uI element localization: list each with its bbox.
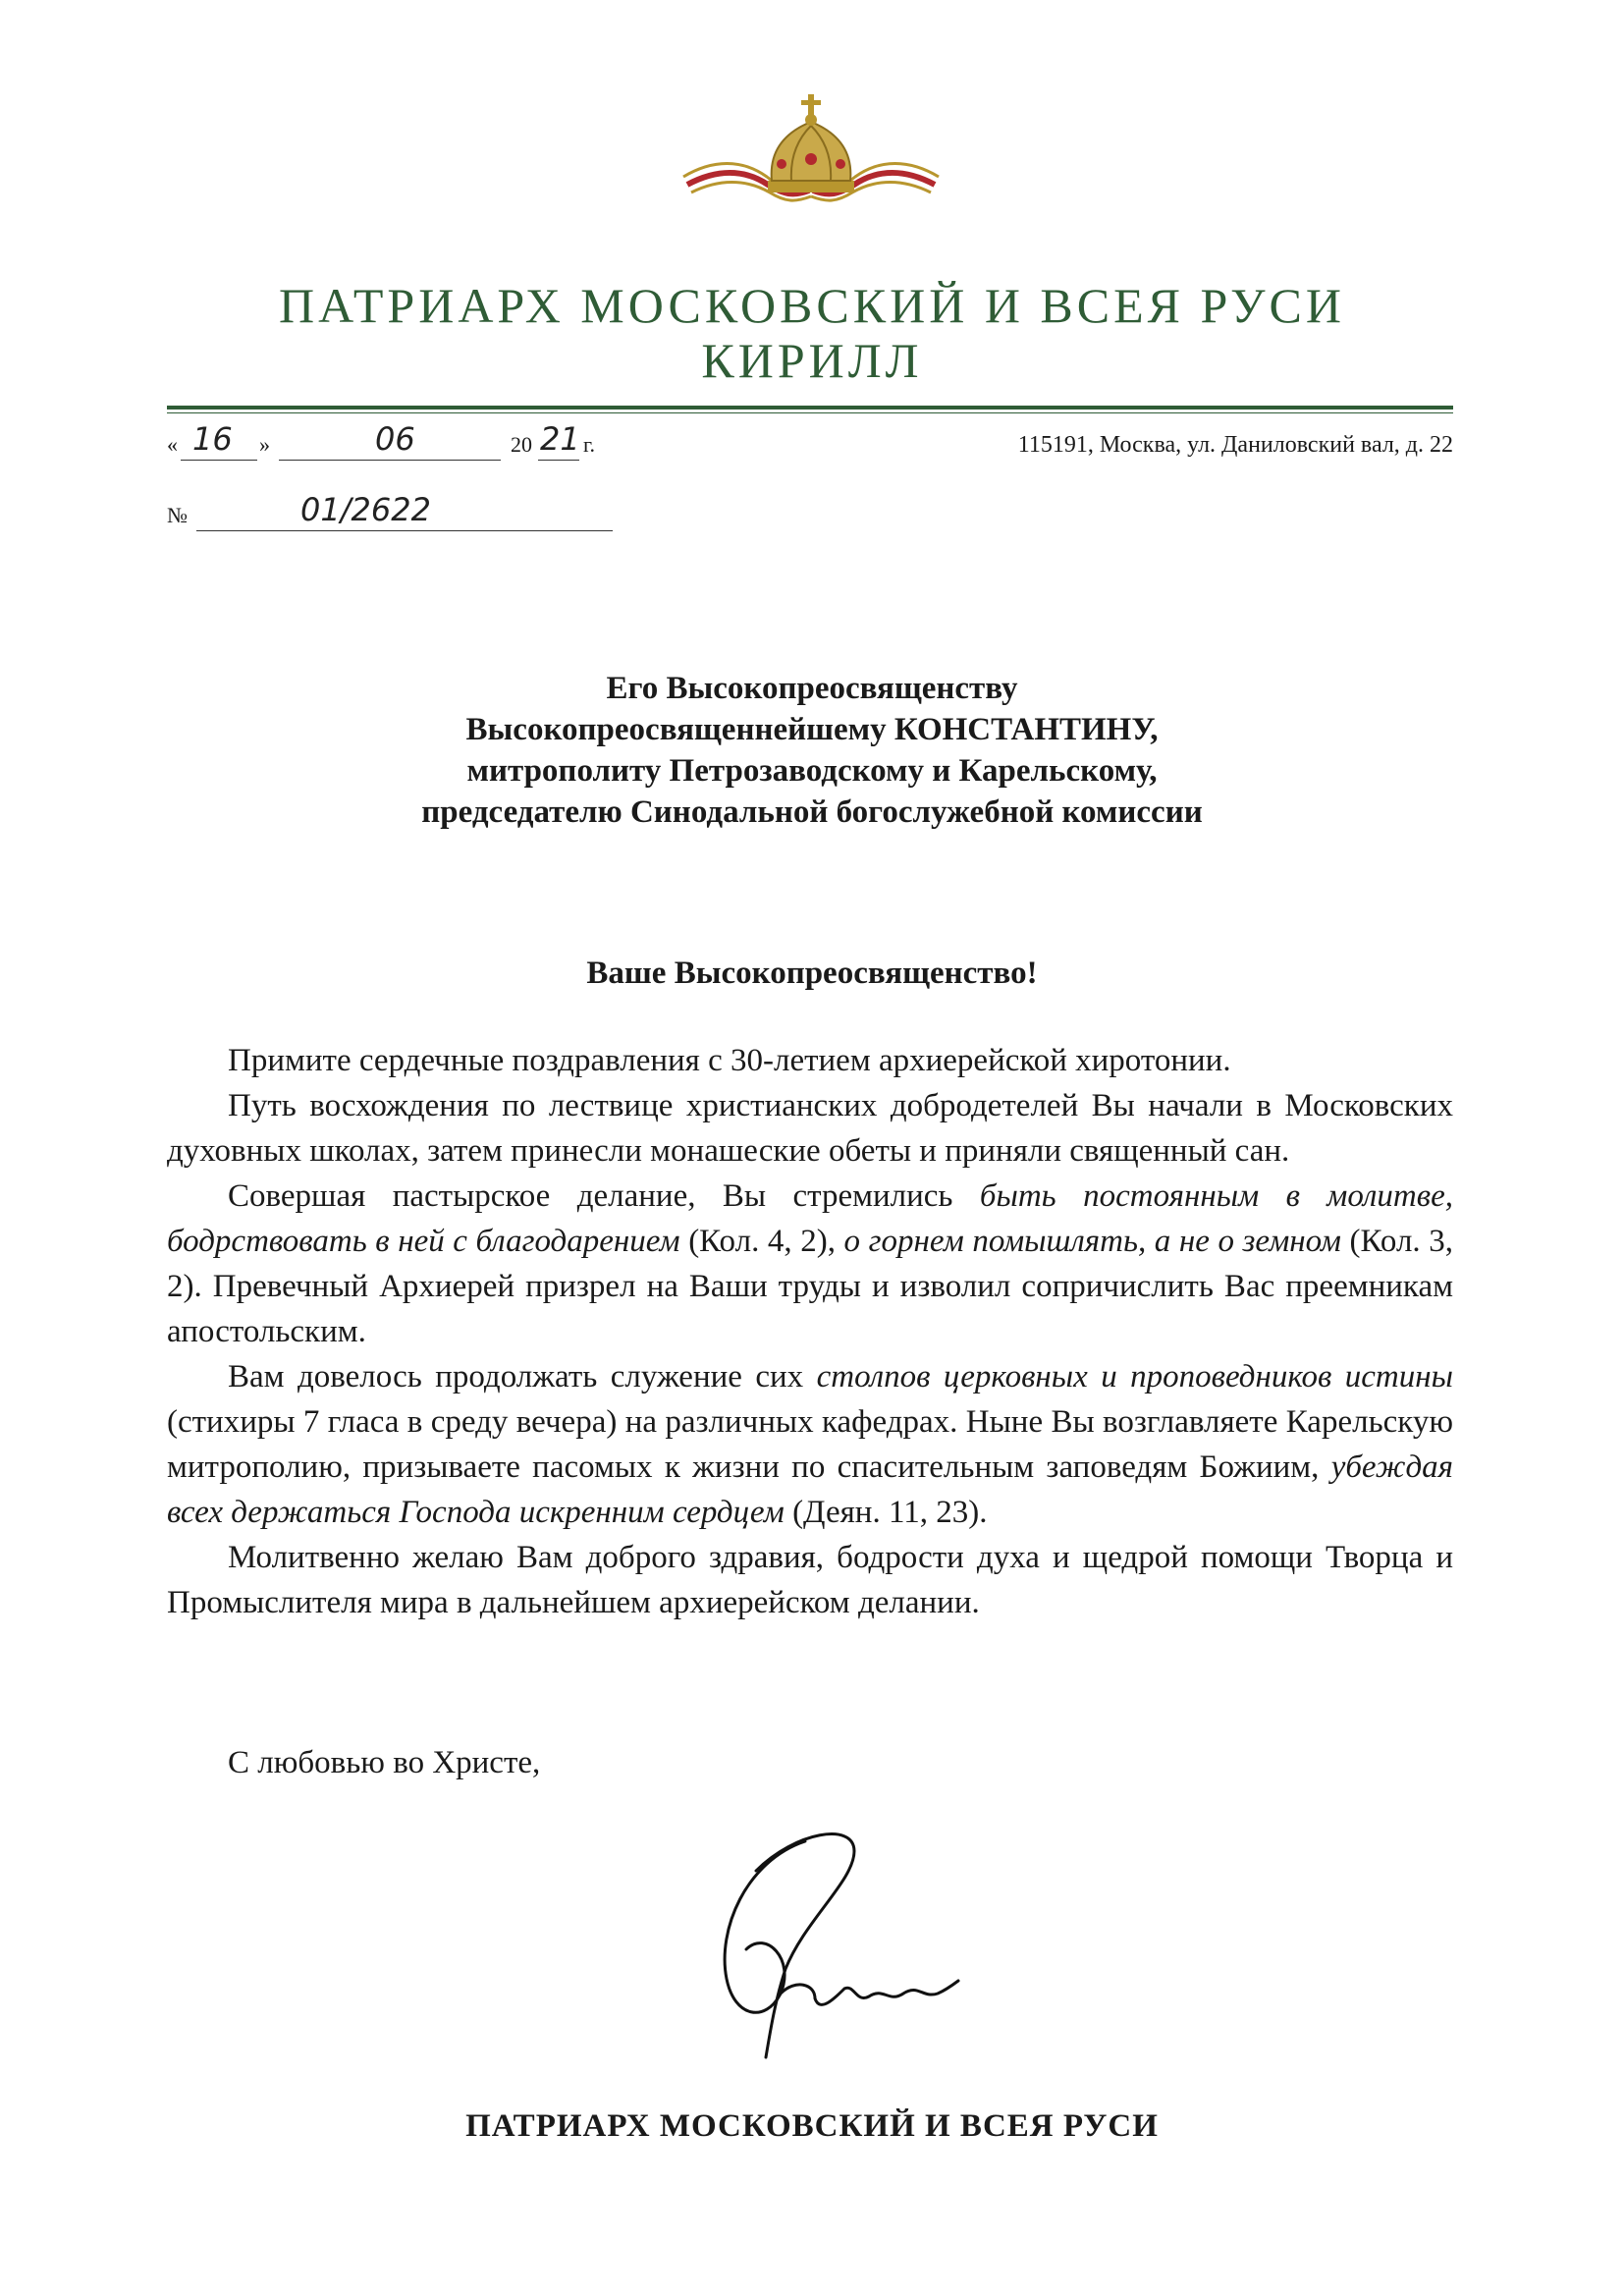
letterhead-rule: [167, 406, 1453, 410]
date-year-prefix: 20: [511, 432, 532, 457]
date-year-line: [538, 460, 579, 461]
letterhead-rule-thin: [167, 412, 1453, 413]
quotation: быть постоянным в молитве, бодрствовать в ней с благодарением: [167, 1178, 1453, 1259]
body-text: (Кол. 3, 2). Превечный Архиерей призрел на Ваши труды и изволил сопричислить Вас преемникам апостольским.: [167, 1224, 1453, 1349]
body-text: (Деян. 11, 23).: [784, 1495, 988, 1530]
addressee-line: Высокопреосвященнейшему КОНСТАНТИНУ,: [465, 712, 1159, 747]
addressee-line: Его Высокопреосвященству: [606, 671, 1018, 706]
letterhead-name: КИРИЛЛ: [701, 333, 923, 388]
date-month-line: [279, 460, 501, 461]
quotation: убеждая всех держаться Господа искренним сердцем: [167, 1449, 1453, 1530]
body-paragraph: [167, 1174, 1453, 1354]
addressee-block: [0, 668, 1624, 833]
body-paragraph: [167, 1354, 1453, 1535]
salutation: Ваше Высокопреосвященство!: [586, 956, 1038, 991]
date-year-suffix: 21: [540, 420, 580, 458]
letter-body: [167, 1038, 1453, 1625]
date-open-quote: «: [167, 432, 178, 457]
number-label: №: [167, 503, 188, 527]
letterhead-title: ПАТРИАРХ МОСКОВСКИЙ И ВСЕЯ РУСИ: [279, 278, 1345, 333]
number-line: [196, 530, 613, 531]
body-text: Совершая пастырское делание, Вы стремились: [228, 1178, 980, 1214]
date-day: 16: [192, 420, 233, 458]
body-paragraph: Молитвенно желаю Вам доброго здравия, бодрости духа и щедрой помощи Творца и Промыслителя мира в дальнейшем архиерейском делании.: [167, 1540, 1453, 1620]
quotation: столпов церковных и проповедников истины: [816, 1359, 1453, 1394]
date-year-g: г.: [583, 432, 596, 457]
patriarch-address: 115191, Москва, ул. Даниловский вал, д. 22: [1017, 432, 1453, 458]
date-close-quote: »: [259, 432, 270, 457]
signature-title: ПАТРИАРХ МОСКОВСКИЙ И ВСЕЯ РУСИ: [465, 2108, 1159, 2144]
body-text: (Кол. 4, 2),: [679, 1224, 844, 1259]
patriarch-crown-crest-icon: [674, 90, 948, 218]
addressee-line: председателю Синодальной богослужебной комиссии: [421, 794, 1203, 830]
date-day-line: [181, 460, 257, 461]
handwritten-signature: [687, 1812, 972, 2077]
date-month: 06: [375, 420, 415, 458]
closing: С любовью во Христе,: [228, 1745, 541, 1780]
addressee-line: митрополиту Петрозаводскому и Карельскому,: [466, 753, 1158, 789]
quotation: о горнем помышлять, а не о земном: [843, 1224, 1341, 1259]
body-text: Вам довелось продолжать служение сих: [228, 1359, 817, 1394]
number-value: 01/2622: [300, 491, 431, 528]
body-text: (стихиры 7 гласа в среду вечера) на различных кафедрах. Ныне Вы возглавляете Карельскую митрополию, призываете пасомых к жизни по спасительным заповедям Божиим,: [167, 1404, 1453, 1485]
body-paragraph: Путь восхождения по лествице христианских добродетелей Вы начали в Московских духовных школах, затем принесли монашеские обеты и приняли священный сан.: [167, 1088, 1453, 1169]
body-paragraph: Примите сердечные поздравления с 30-летием архиерейской хиротонии.: [228, 1043, 1231, 1078]
